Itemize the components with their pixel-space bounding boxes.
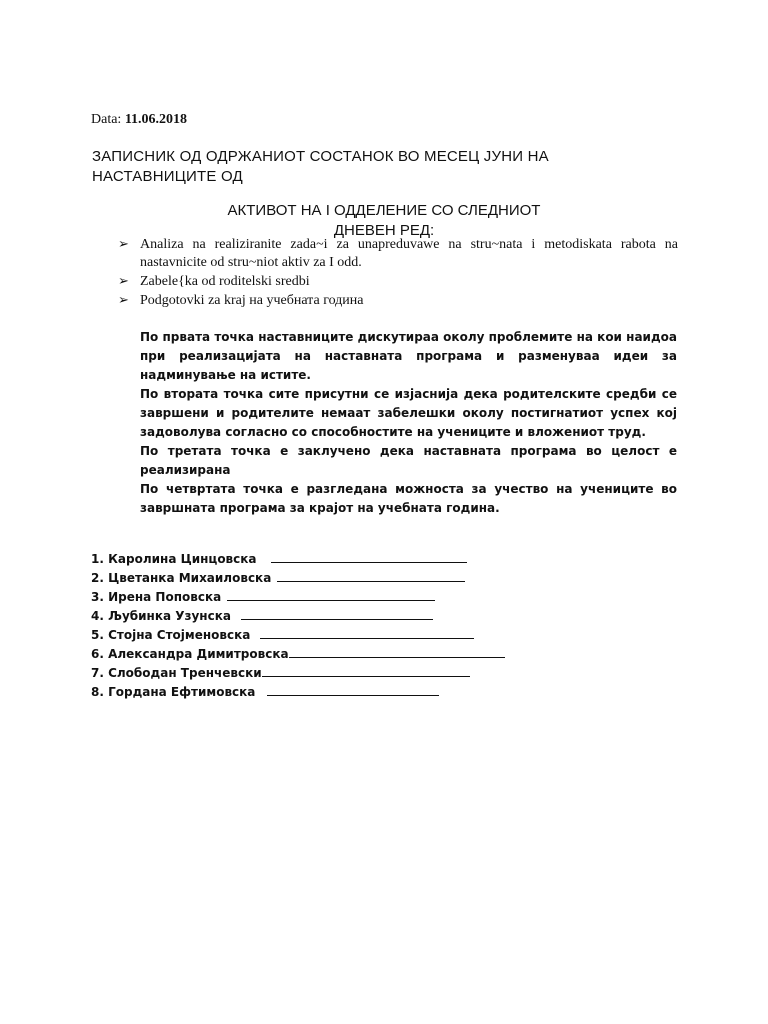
arrow-bullet-icon: ➢ (118, 237, 129, 252)
date-label: Data: (91, 112, 122, 127)
agenda-item-text: Analiza na realiziranite zada~i za unapreduvawe na stru~nata i metodiskata rabota na nastavnicite od stru~niot aktiv za I odd. (140, 237, 678, 270)
minutes-body (140, 328, 677, 518)
agenda-item (118, 236, 678, 272)
signature-row (91, 626, 505, 645)
subtitle-line-2: ДНЕВЕН РЕД: (333, 222, 435, 239)
signature-row (91, 588, 505, 607)
signature-row (91, 569, 505, 588)
signature-line (227, 588, 435, 601)
signature-line (241, 607, 433, 620)
signatory-name: 7. Слободан Тренчевски (91, 666, 262, 680)
date-line (91, 112, 187, 128)
minutes-paragraph: По четвртата точка е разгледана можноста за учество на учениците во завршната програма за крајот на учебната година. (140, 482, 677, 515)
signatory-name: 3. Ирена Поповска (91, 590, 222, 604)
agenda-item (118, 273, 678, 291)
signatory-name: 6. Александра Димитровска (91, 647, 289, 661)
arrow-bullet-icon: ➢ (118, 293, 129, 308)
minutes-paragraph: По втората точка сите присутни се изјаснија дека родителските средби се завршени и родителите немаат забелешки околу постигнатиот успех кој задоволува согласно со способностите на учениците и вложениот труд. (140, 387, 677, 439)
title-line-2: НАСТАВНИЦИТЕ ОД (92, 168, 243, 185)
signature-list (91, 550, 505, 702)
signatory-name: 8. Гордана Ефтимовска (91, 685, 256, 699)
signature-line (260, 626, 474, 639)
subtitle-line-1: АКТИВОТ НА I ОДДЕЛЕНИЕ СО СЛЕДНИОТ (227, 202, 541, 219)
title-line-1: ЗАПИСНИК ОД ОДРЖАНИОТ СОСТАНОК ВО МЕСЕЦ ЈУНИ НА (92, 148, 549, 165)
signature-line (267, 683, 439, 696)
signatory-name: 4. Љубинка Узунска (91, 609, 231, 623)
signature-line (289, 645, 505, 658)
agenda-item-text: Podgotovki za kraj на учебната година (140, 293, 364, 308)
agenda-item-text: Zabele{ka od roditelski sredbi (140, 274, 310, 289)
signature-row (91, 664, 505, 683)
signatory-name: 1. Каролина Цинцовска (91, 552, 257, 566)
signature-line (277, 569, 465, 582)
arrow-bullet-icon: ➢ (118, 274, 129, 289)
signatory-name: 5. Стојна Стојменовска (91, 628, 251, 642)
signature-row (91, 550, 505, 569)
signature-row (91, 683, 505, 702)
agenda-item (118, 292, 678, 310)
agenda-list (118, 236, 678, 311)
signature-row (91, 645, 505, 664)
signatory-name: 2. Цветанка Михаиловска (91, 571, 272, 585)
signature-row (91, 607, 505, 626)
minutes-paragraph: По третата точка е заклучено дека наставната програма во целост е реализирана (140, 444, 677, 477)
signature-line (262, 664, 470, 677)
agenda-heading (0, 201, 768, 241)
signature-line (271, 550, 467, 563)
document-title (92, 147, 549, 187)
minutes-paragraph: По првата точка наставниците дискутираа околу проблемите на кои наидоа при реализацијата на наставната програма и разменуваа идеи за надминување на истите. (140, 330, 677, 382)
date-value: 11.06.2018 (124, 112, 188, 127)
